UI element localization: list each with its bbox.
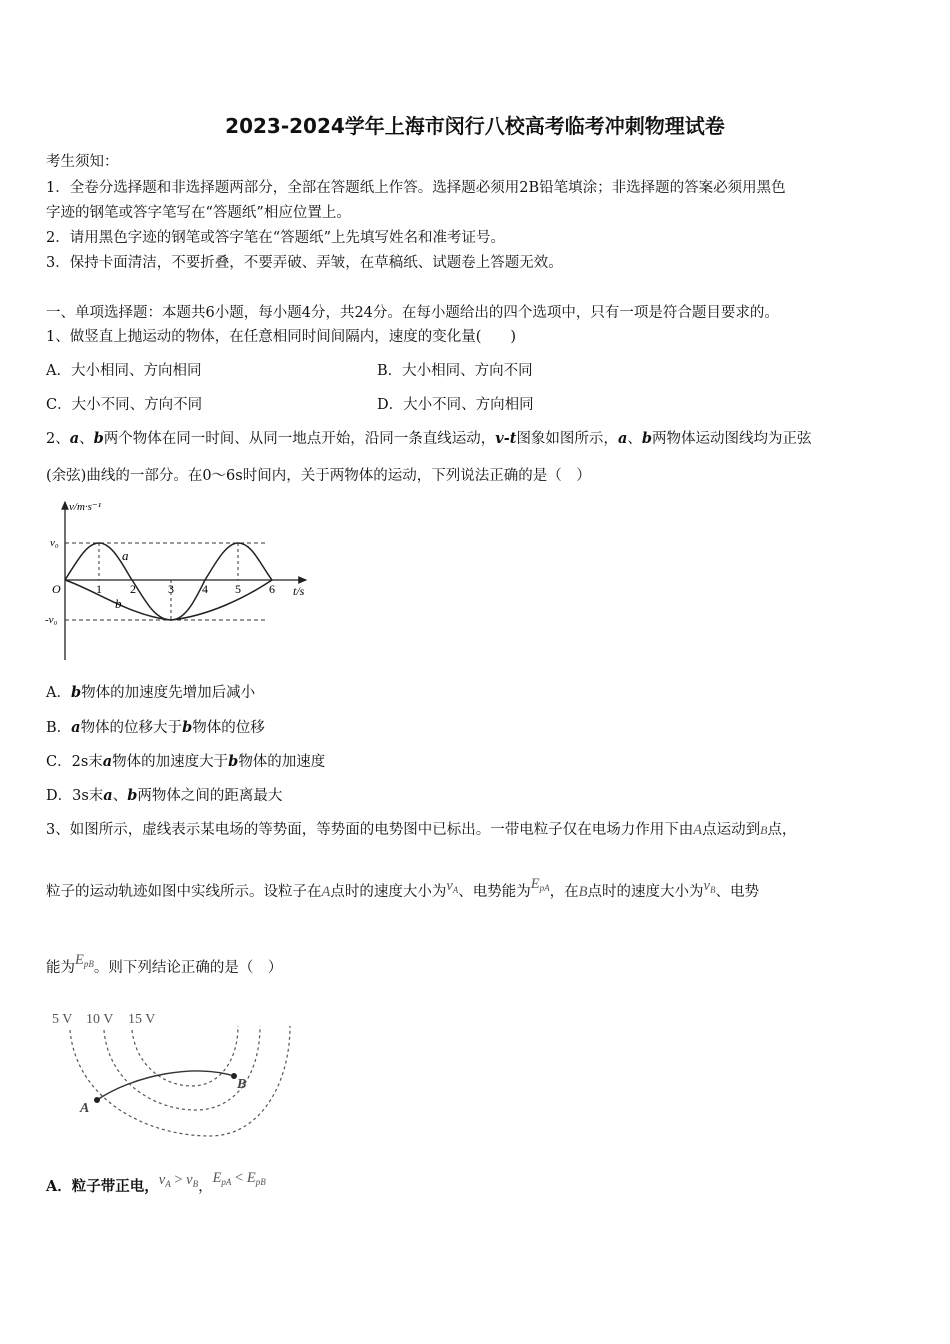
equipotential-figure bbox=[46, 1004, 306, 1144]
origin-label: O bbox=[52, 582, 61, 596]
y-axis-label: v/m·s⁻¹ bbox=[69, 501, 102, 513]
q1-option-d: D．大小不同、方向相同 bbox=[377, 397, 534, 413]
q1-option-a: A．大小相同、方向相同 bbox=[46, 363, 202, 379]
tick-3: 3 bbox=[168, 582, 174, 596]
equipotential-10v bbox=[104, 1026, 260, 1110]
notice-item-1-cont: 字迹的钢笔或答字笔写在“答题纸”相应位置上。 bbox=[46, 205, 351, 221]
q3-stem-line1: 3、如图所示，虚线表示某电场的等势面，等势面的电势图中已标出。一带电粒子仅在电场力作用下由A点运动到B点， bbox=[46, 822, 797, 838]
q1-option-b: B．大小相同、方向不同 bbox=[377, 363, 533, 379]
tick-5: 5 bbox=[235, 582, 241, 596]
tick-2: 2 bbox=[130, 582, 136, 596]
neg-v0-label: -v₀ bbox=[45, 614, 58, 626]
q2-option-b: B．a物体的位移大于b物体的位移 bbox=[46, 719, 265, 736]
label-5v: 5 V bbox=[52, 1012, 73, 1027]
notice-heading: 考生须知： bbox=[46, 154, 119, 170]
v0-label: v₀ bbox=[50, 537, 59, 549]
tick-6: 6 bbox=[269, 582, 275, 596]
q3-stem-line3: 能为$E_{pB}$。则下列结论正确的是（ ） bbox=[46, 952, 283, 976]
particle-trajectory bbox=[97, 1071, 234, 1100]
q2-option-c: C．2s末a物体的加速度大于b物体的加速度 bbox=[46, 753, 326, 770]
label-a: A bbox=[80, 1101, 90, 1116]
point-a bbox=[94, 1097, 100, 1103]
page-title: 2023-2024学年上海市闵行八校高考临考冲刺物理试卷 bbox=[225, 114, 725, 138]
notice-item-1: 1．全卷分选择题和非选择题两部分，全部在答题纸上作答。选择题必须用2B铅笔填涂；非选择题的答案必须用黑色 bbox=[46, 180, 786, 196]
tick-1: 1 bbox=[96, 582, 102, 596]
q1-stem: 1、做竖直上抛运动的物体，在任意相同时间间隔内，速度的变化量( ) bbox=[46, 329, 517, 345]
equipotential-5v bbox=[70, 1026, 290, 1136]
curve-b-label: b bbox=[115, 596, 122, 611]
q2-stem-line2: (余弦)曲线的一部分。在0～6s时间内，关于两物体的运动，下列说法正确的是（ ） bbox=[46, 468, 591, 484]
section-heading: 一、单项选择题：本题共6小题，每小题4分，共24分。在每小题给出的四个选项中，只有一项是符合题目要求的。 bbox=[46, 305, 779, 321]
x-axis-label: t/s bbox=[293, 584, 305, 598]
curve-a-label: a bbox=[122, 548, 129, 563]
q3-stem-line2: 粒子的运动轨迹如图中实线所示。设粒子在A点时的速度大小为$v_A$、电势能为$E_{pA}$，在B点时的速度大小为$v_B$、电势 bbox=[46, 876, 759, 900]
label-10v: 10 V bbox=[86, 1012, 114, 1027]
vt-graph bbox=[40, 494, 320, 664]
q2-option-d: D．3s末a、b两物体之间的距离最大 bbox=[46, 787, 283, 804]
q2-option-a: A．b物体的加速度先增加后减小 bbox=[46, 684, 256, 701]
q1-option-c: C．大小不同、方向不同 bbox=[46, 397, 203, 413]
label-15v: 15 V bbox=[128, 1012, 156, 1027]
q2-stem-line1: 2、a、b两个物体在同一时间、从同一地点开始，沿同一条直线运动，v-t图象如图所示，a、b两物体运动图线均为正弦 bbox=[46, 430, 812, 447]
label-b: B bbox=[237, 1077, 247, 1092]
tick-4: 4 bbox=[202, 582, 208, 596]
notice-item-2: 2．请用黑色字迹的钢笔或答字笔在“答题纸”上先填写姓名和准考证号。 bbox=[46, 230, 506, 246]
notice-item-3: 3．保持卡面清洁，不要折叠，不要弄破、弄皱，在草稿纸、试题卷上答题无效。 bbox=[46, 255, 563, 271]
q3-option-a: A．粒子带正电，$v_A > v_B$，$E_{pA} < E_{pB}$ bbox=[46, 1170, 266, 1195]
